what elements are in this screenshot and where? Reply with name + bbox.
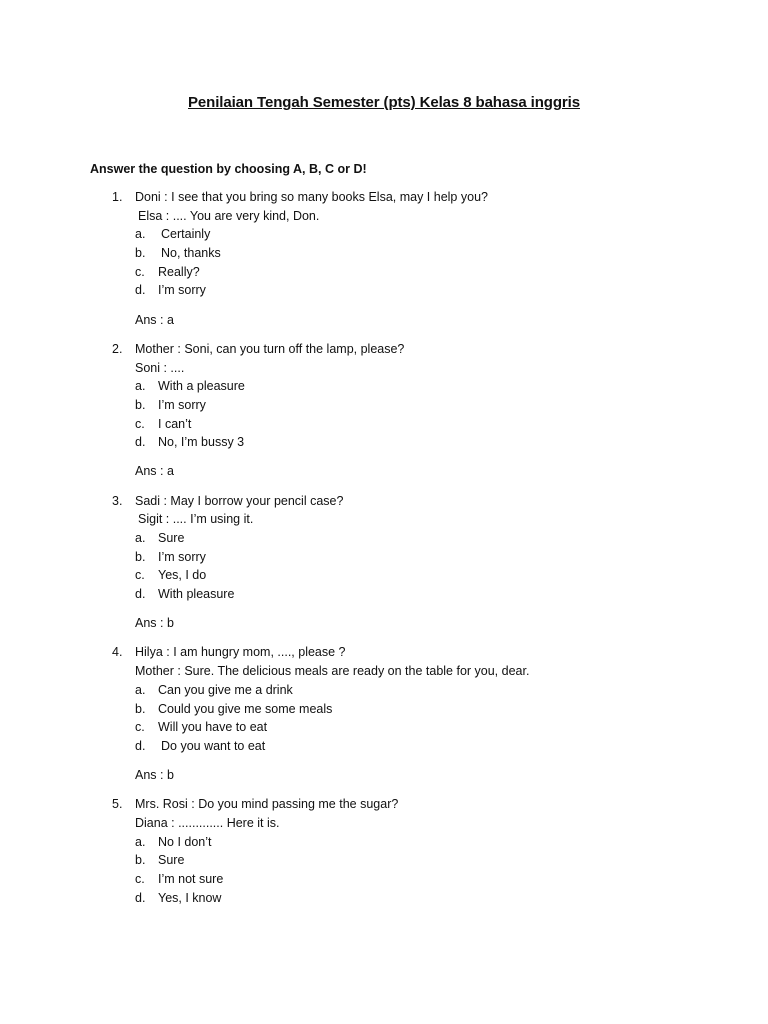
- option-text: Will you have to eat: [158, 720, 268, 735]
- question-item: [0, 188, 768, 329]
- question-line: [0, 340, 768, 359]
- option-item: [0, 585, 768, 604]
- answer-text: Ans : b: [135, 768, 174, 783]
- option-letter: d.: [135, 283, 146, 298]
- option-item: [0, 548, 768, 567]
- option-text: Yes, I do: [158, 568, 207, 583]
- option-item: [0, 281, 768, 300]
- option-item: [0, 851, 768, 870]
- question-number: 1.: [112, 190, 123, 204]
- option-letter: a.: [135, 834, 146, 849]
- option-letter: c.: [135, 872, 145, 886]
- option-text: Can you give me a drink: [158, 682, 293, 697]
- option-item: [0, 396, 768, 415]
- option-item: [0, 737, 768, 756]
- option-item: [0, 415, 768, 434]
- option-item: [0, 225, 768, 244]
- option-text: No, thanks: [161, 246, 221, 261]
- option-letter: d.: [135, 587, 146, 602]
- option-text: Really?: [158, 264, 200, 279]
- option-letter: a.: [135, 682, 146, 697]
- question-prompt: Sadi : May I borrow your pencil case?: [135, 493, 344, 508]
- question-item: [0, 340, 768, 481]
- question-prompt: Hilya : I am hungry mom, ...., please ?: [135, 645, 346, 660]
- question-number: 4.: [112, 645, 123, 660]
- option-letter: d.: [135, 738, 146, 753]
- option-letter: b.: [135, 853, 146, 868]
- answer-text: Ans : a: [135, 312, 174, 327]
- option-letter: b.: [135, 549, 146, 564]
- option-text: Certainly: [161, 227, 211, 242]
- option-item: [0, 263, 768, 282]
- question-response: Mother : Sure. The delicious meals are ready on the table for you, dear.: [135, 664, 530, 679]
- option-text: With pleasure: [158, 587, 235, 602]
- option-text: Could you give me some meals: [158, 701, 333, 716]
- option-text: Sure: [158, 531, 185, 545]
- question-item: [0, 643, 768, 784]
- question-number: 2.: [112, 341, 123, 356]
- option-item: [0, 833, 768, 852]
- question-response: Soni : ....: [135, 360, 185, 375]
- option-item: [0, 718, 768, 737]
- question-number: 3.: [112, 493, 123, 508]
- question-line: [0, 207, 768, 226]
- option-letter: a.: [135, 227, 146, 242]
- option-text: Sure: [158, 853, 185, 868]
- option-item: [0, 700, 768, 719]
- question-prompt: Mother : Soni, can you turn off the lamp, please?: [135, 341, 405, 356]
- option-text: Yes, I know: [158, 890, 222, 905]
- option-text: I’m sorry: [158, 397, 206, 412]
- option-item: [0, 566, 768, 585]
- option-letter: c.: [135, 568, 145, 583]
- option-item: [0, 681, 768, 700]
- option-text: I’m sorry: [158, 283, 206, 298]
- option-letter: b.: [135, 701, 146, 716]
- question-line: [0, 814, 768, 833]
- option-item: [0, 433, 768, 452]
- option-letter: c.: [135, 416, 145, 431]
- option-text: I’m not sure: [158, 872, 224, 886]
- option-letter: c.: [135, 720, 145, 735]
- question-line: [0, 188, 768, 207]
- option-letter: a.: [135, 531, 146, 545]
- question-list: [0, 188, 768, 907]
- question-line: [0, 643, 768, 662]
- option-letter: d.: [135, 890, 146, 905]
- question-line: [0, 492, 768, 511]
- option-item: [0, 870, 768, 889]
- option-item: [0, 529, 768, 548]
- answer-line: [0, 311, 768, 330]
- question-line: [0, 662, 768, 681]
- option-item: [0, 889, 768, 908]
- question-number: 5.: [112, 797, 123, 812]
- option-letter: b.: [135, 246, 146, 261]
- question-line: [0, 795, 768, 814]
- question-response: Sigit : .... I’m using it.: [138, 512, 254, 527]
- question-item: [0, 492, 768, 633]
- answer-text: Ans : a: [135, 464, 174, 479]
- question-prompt: Doni : I see that you bring so many books Elsa, may I help you?: [135, 190, 488, 204]
- option-text: I’m sorry: [158, 549, 206, 564]
- option-text: Do you want to eat: [161, 738, 266, 753]
- option-letter: c.: [135, 264, 145, 279]
- question-response: Elsa : .... You are very kind, Don.: [138, 208, 320, 223]
- option-letter: b.: [135, 397, 146, 412]
- option-item: [0, 244, 768, 263]
- question-line: [0, 359, 768, 378]
- question-line: [0, 510, 768, 529]
- option-text: I can’t: [158, 416, 192, 431]
- instruction-text: Answer the question by choosing A, B, C or D!: [90, 162, 367, 176]
- question-item: [0, 795, 768, 907]
- question-prompt: Mrs. Rosi : Do you mind passing me the sugar?: [135, 797, 399, 812]
- page-title: Penilaian Tengah Semester (pts) Kelas 8 bahasa inggris: [188, 94, 580, 111]
- option-letter: d.: [135, 435, 146, 450]
- option-text: No, I’m bussy 3: [158, 435, 245, 450]
- option-text: With a pleasure: [158, 379, 245, 394]
- option-text: No I don’t: [158, 834, 212, 849]
- answer-line: [0, 614, 768, 633]
- answer-line: [0, 462, 768, 481]
- option-letter: a.: [135, 379, 146, 394]
- question-response: Diana : ............. Here it is.: [135, 815, 280, 830]
- option-item: [0, 377, 768, 396]
- answer-line: [0, 766, 768, 785]
- answer-text: Ans : b: [135, 616, 174, 631]
